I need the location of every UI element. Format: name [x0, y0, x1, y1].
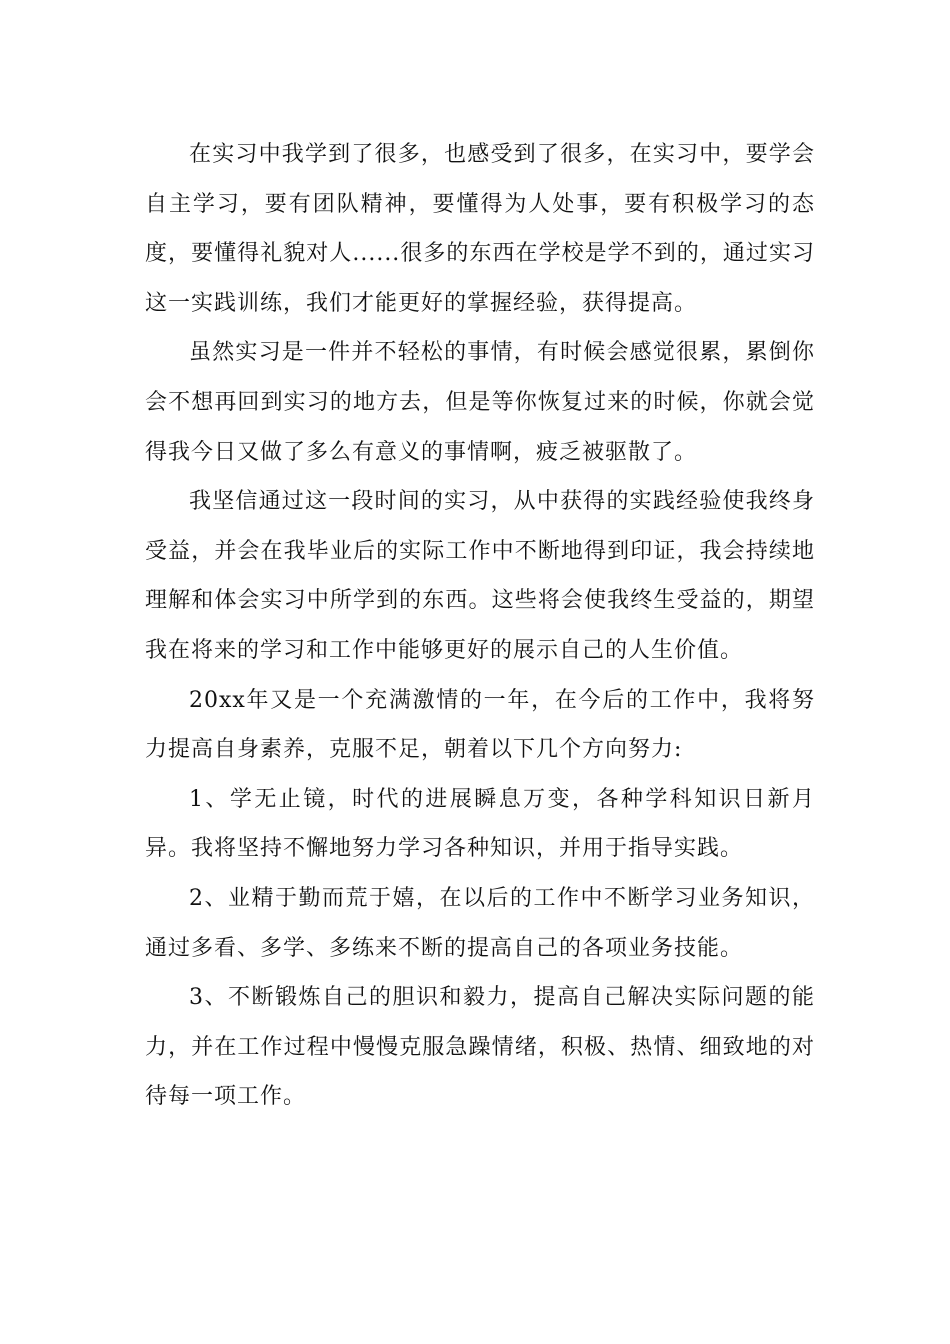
list-item-goal-1: 1、学无止镜，时代的进展瞬息万变，各种学科知识日新月异。我将坚持不懈地努力学习各种知识，并用于指导实践。 — [145, 786, 815, 862]
document-body — [145, 130, 815, 1122]
list-item-goal-2: 2、业精于勤而荒于嬉，在以后的工作中不断学习业务知识，通过多看、多学、多练来不断的提高自己的各项业务技能。 — [145, 885, 815, 961]
paragraph-internship-benefit: 我坚信通过这一段时间的实习，从中获得的实践经验使我终身受益，并会在我毕业后的实际工作中不断地得到印证，我会持续地理解和体会实习中所学到的东西。这些将会使我终生受益的，期望我在将来的学习和工作中能够更好的展示自己的人生价值。 — [145, 489, 815, 663]
paragraph-internship-learning: 在实习中我学到了很多，也感受到了很多，在实习中，要学会自主学习，要有团队精神，要懂得为人处事，要有积极学习的态度，要懂得礼貌对人......很多的东西在学校是学不到的，通过实习这一实践训练，我们才能更好的掌握经验，获得提高。 — [145, 142, 815, 316]
paragraph-new-year-goals: 20xx年又是一个充满激情的一年，在今后的工作中，我将努力提高自身素养，克服不足，朝着以下几个方向努力: — [145, 687, 815, 763]
paragraph-internship-fatigue: 虽然实习是一件并不轻松的事情，有时候会感觉很累，累倒你会不想再回到实习的地方去，但是等你恢复过来的时候，你就会觉得我今日又做了多么有意义的事情啊，疲乏被驱散了。 — [145, 340, 815, 465]
list-item-goal-3: 3、不断锻炼自己的胆识和毅力，提高自己解决实际问题的能力，并在工作过程中慢慢克服急躁情绪，积极、热情、细致地的对待每一项工作。 — [145, 985, 815, 1110]
